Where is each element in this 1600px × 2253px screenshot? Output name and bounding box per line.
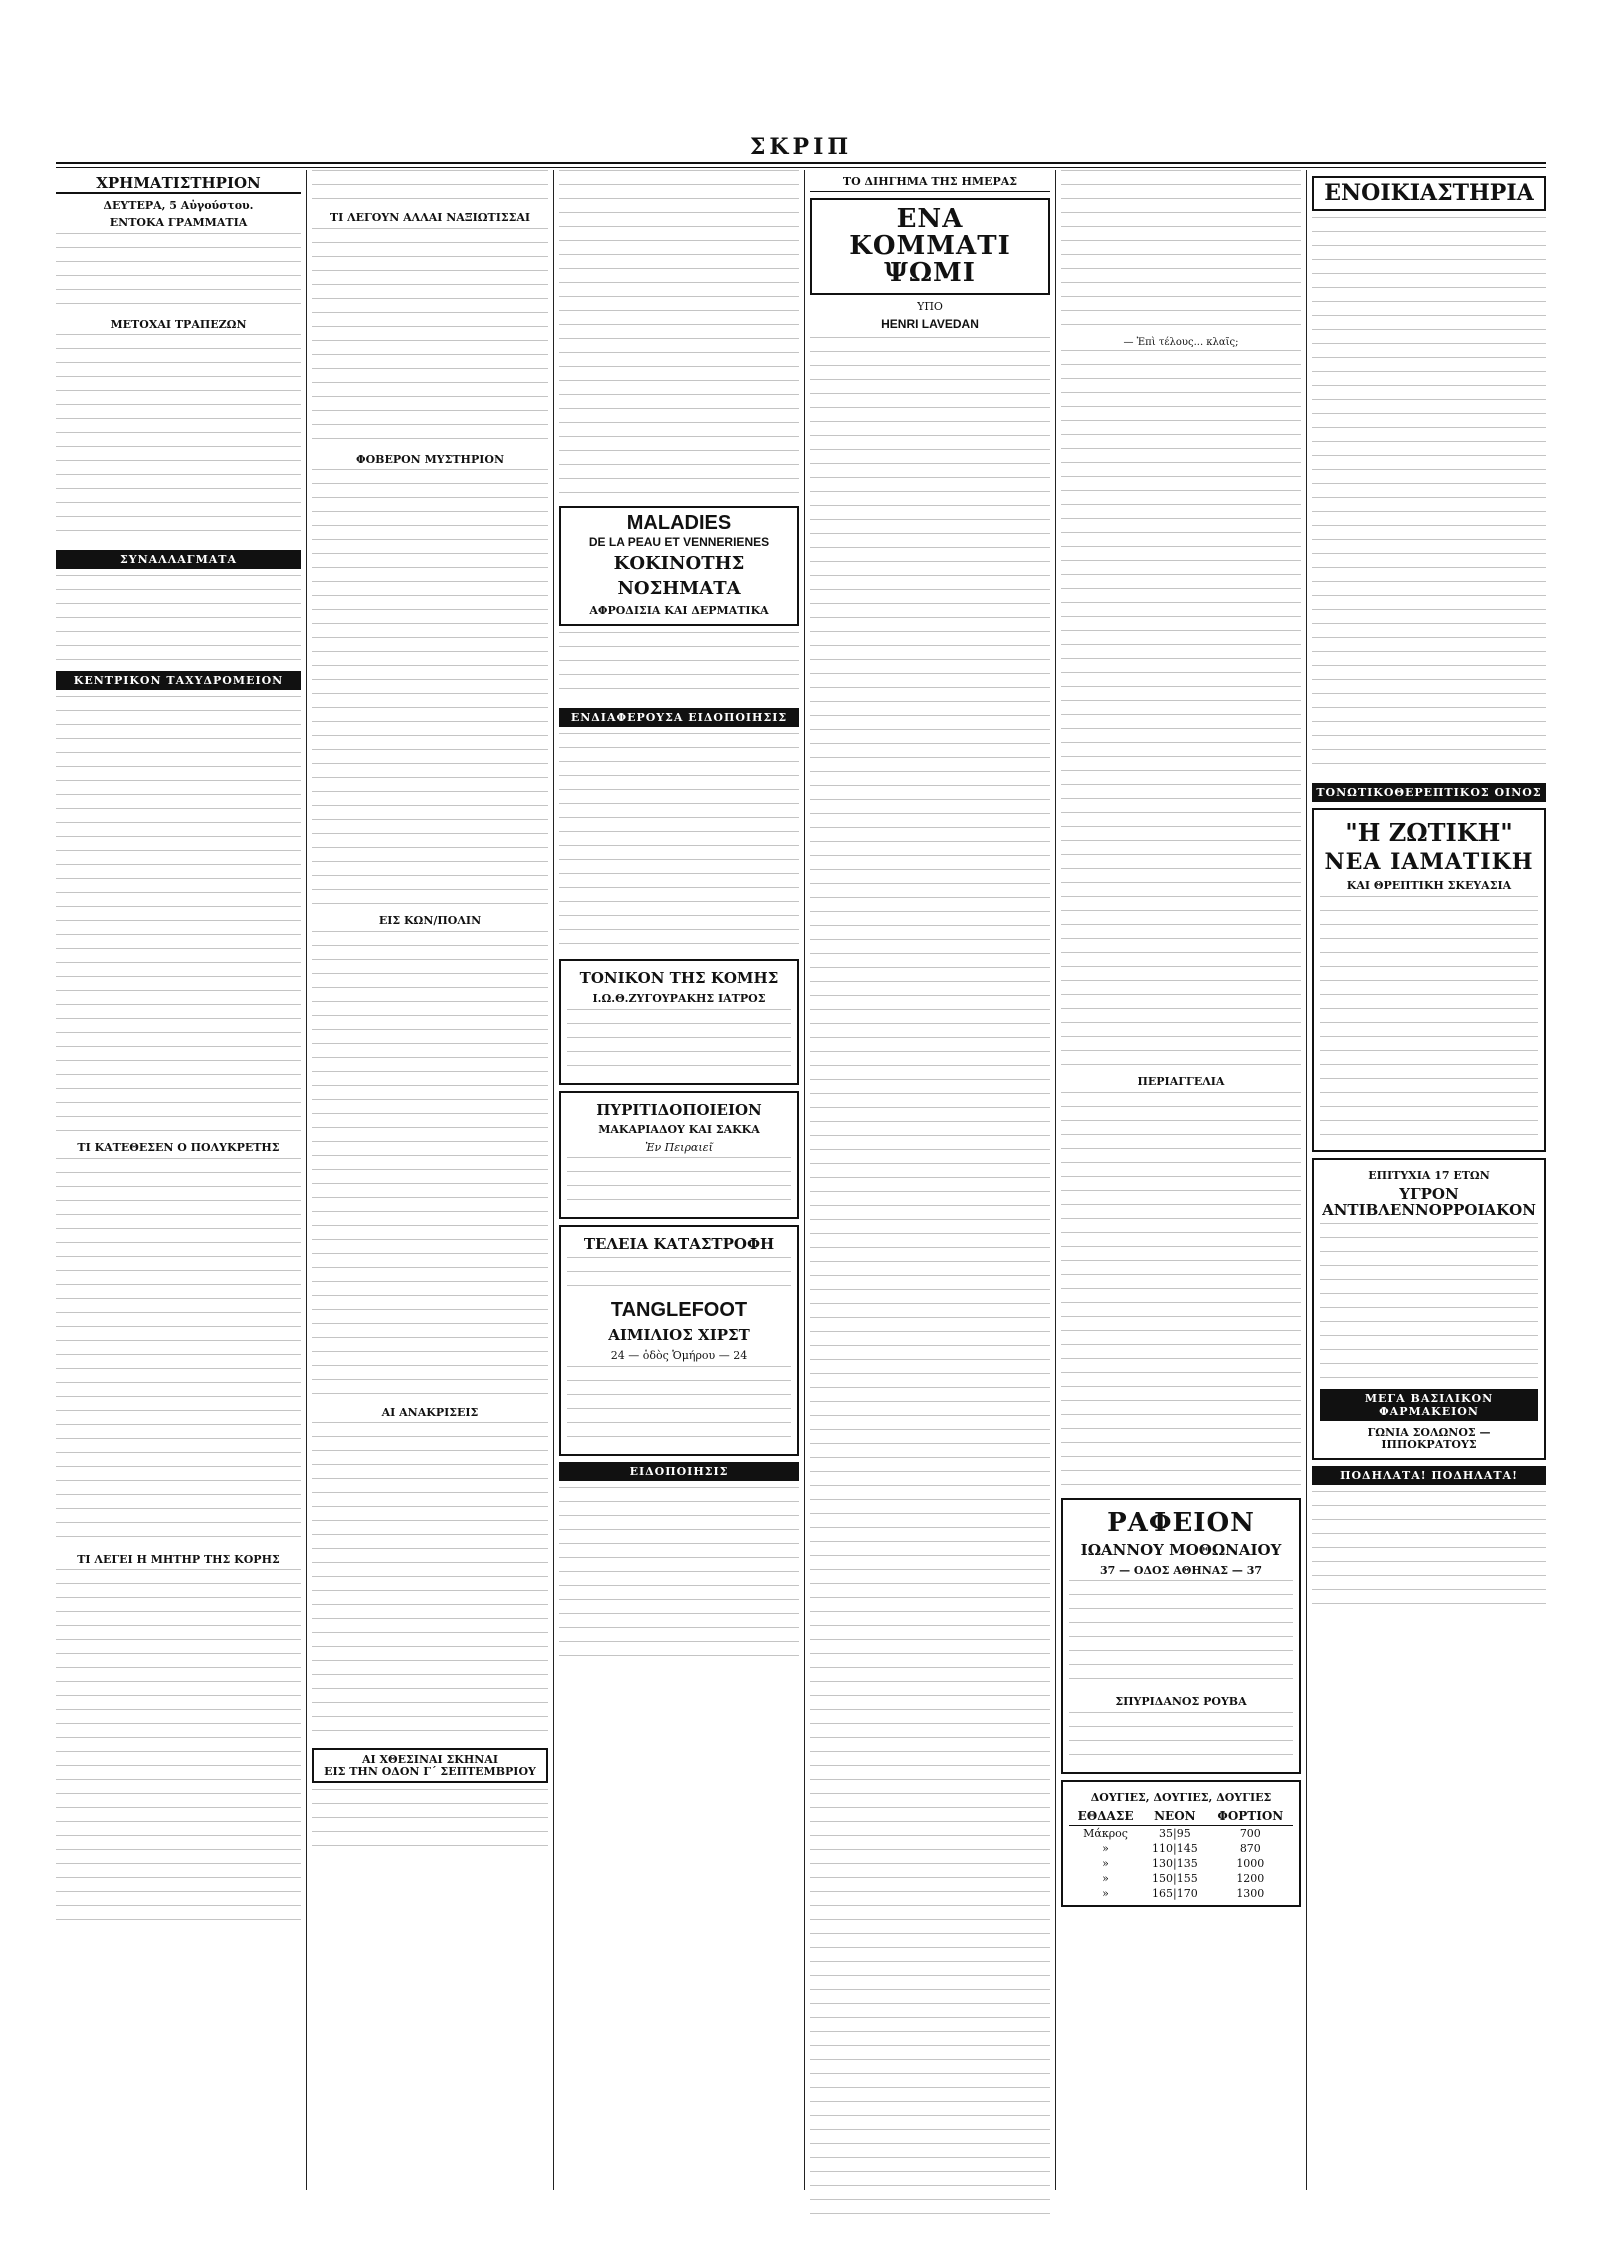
- story-continuation-line: — Ἐπὶ τέλους... κλαῖς;: [1123, 337, 1239, 348]
- text-block: [1312, 1491, 1546, 1611]
- section-heading: ΜΕΤΟΧΑΙ ΤΡΑΠΕΖΩΝ: [110, 317, 247, 331]
- advert-maladies: [559, 506, 799, 626]
- advert-subtitle: ΑΦΡΟΔΙΣΙΑ ΚΑΙ ΔΕΡΜΑΤΙΚΑ: [589, 603, 769, 617]
- text-block: [1320, 1223, 1538, 1383]
- newspaper-page: [56, 70, 1546, 2190]
- advert-tonic: [559, 959, 799, 1084]
- text-block: [1069, 1712, 1293, 1768]
- masthead: ΣΚΡΙΠ: [749, 134, 853, 160]
- text-block: [1061, 1092, 1301, 1492]
- advert-place: Ἐν Πειραιεῖ: [645, 1140, 713, 1154]
- stock-exchange-heading: ΧΡΗΜΑΤΙΣΤΗΡΙΟΝ: [56, 176, 301, 194]
- text-block: [567, 1009, 791, 1079]
- advert-agent: ΑΙΜΙΛΙΟΣ ΧΙΡΣΤ: [608, 1326, 750, 1345]
- section-heading: ΤΙ ΛΕΓΕΙ Η ΜΗΤΗΡ ΤΗΣ ΚΟΡΗΣ: [77, 1552, 280, 1566]
- section-subheading: ΕΙΣ ΤΗΝ ΟΔΟΝ Γ΄ ΣΕΠΤΕΜΒΡΙΟΥ: [324, 1764, 536, 1778]
- advert-tailor: [1061, 1498, 1301, 1774]
- advert-name: ΙΩΑΝΝΟΥ ΜΟΘΩΝΑΙΟΥ: [1080, 1540, 1282, 1559]
- text-block: [312, 228, 548, 448]
- story-kicker: ΤΟ ΔΙΗΓΗΜΑ ΤΗΣ ΗΜΕΡΑΣ: [810, 176, 1050, 192]
- story-author: HENRI LAVEDAN: [881, 316, 979, 331]
- table-cell: »: [1102, 1872, 1109, 1886]
- advert-showers: [1061, 1780, 1301, 1908]
- advert-address: ΓΩΝΙΑ ΣΟΛΩΝΟΣ — ΙΠΠΟΚΡΑΤΟΥΣ: [1367, 1425, 1491, 1451]
- section-banner: ΕΝΔΙΑΦΕΡΟΥΣΑ ΕΙΔΟΠΟΙΗΣΙΣ: [559, 708, 799, 727]
- advert-brand: "Η ΖΩΤΙΚΗ": [1345, 818, 1513, 848]
- advert-title: ΠΥΡΙΤΙΔΟΠΟΙΕΙΟΝ: [596, 1100, 762, 1119]
- advert-wine: [1312, 808, 1546, 1152]
- table-cell: 700: [1239, 1827, 1261, 1841]
- advert-tanglefoot: [559, 1225, 799, 1455]
- text-block: [559, 632, 799, 702]
- advert-title: MALADIES: [626, 512, 732, 534]
- table-cell: 130|135: [1152, 1857, 1198, 1871]
- text-block: [56, 696, 301, 1136]
- column-rule: [553, 170, 554, 2190]
- advert-address: 37 — ΟΔΟΣ ΑΘΗΝΑΣ — 37: [1099, 1563, 1263, 1577]
- table-cell: 110|145: [1152, 1842, 1198, 1856]
- advert-doctor: ΚΟΚΙΝΟΤΗΣ: [613, 553, 745, 574]
- table-cell: »: [1102, 1857, 1109, 1871]
- column-rule: [1306, 170, 1307, 2190]
- text-block: [559, 170, 799, 500]
- section-heading: ΑΙ ΑΝΑΚΡΙΣΕΙΣ: [381, 1405, 479, 1419]
- text-block: [1320, 896, 1538, 1146]
- section-heading: ΕΝΤΟΚΑ ΓΡΑΜΜΑΤΙΑ: [109, 216, 248, 230]
- table-cell: 165|170: [1152, 1887, 1198, 1901]
- text-block: [56, 1158, 301, 1548]
- section-heading: ΑΙ ΧΘΕΣΙΝΑΙ ΣΚΗΝΑΙ: [362, 1753, 498, 1767]
- price-table-heading: ΝΕΟΝ: [1142, 1807, 1208, 1826]
- column-6: [1312, 170, 1546, 2190]
- table-cell: 150|155: [1152, 1872, 1198, 1886]
- table-cell: Μάκρος: [1083, 1827, 1128, 1841]
- advert-address: 24 — ὁδὸς Ὁμήρου — 24: [610, 1348, 748, 1362]
- byline-prefix: ΥΠΟ: [917, 300, 943, 314]
- story-title-box: [810, 198, 1050, 296]
- table-row: [1069, 1856, 1293, 1871]
- text-block: [56, 575, 301, 665]
- section-banner: ΣΥΝΑΛΛΑΓΜΑΤΑ: [56, 550, 301, 569]
- masthead-rule: [56, 162, 1546, 168]
- table-row: [1069, 1841, 1293, 1856]
- text-block: [1061, 350, 1301, 1070]
- table-cell: »: [1102, 1842, 1109, 1856]
- column-rule: [1055, 170, 1056, 2190]
- section-banner: ΠΟΔΗΛΑΤΑ! ΠΟΔΗΛΑΤΑ!: [1312, 1466, 1546, 1485]
- advert-greek-title: ΝΟΣΗΜΑΤΑ: [617, 577, 741, 599]
- column-2: [312, 170, 548, 2190]
- exchange-date: ΔΕΥΤΕΡΑ, 5 Αὐγούστου.: [103, 198, 254, 212]
- text-block: [312, 931, 548, 1401]
- advert-banner: ΜΕΓΑ ΒΑΣΙΛΙΚΟΝ ΦΑΡΜΑΚΕΙΟΝ: [1320, 1389, 1538, 1421]
- text-block: [312, 1422, 548, 1742]
- advert-title: ΔΟΥΓΙΕΣ, ΔΟΥΓΙΕΣ, ΔΟΥΓΙΕΣ: [1090, 1790, 1272, 1804]
- section-banner: ΕΙΔΟΠΟΙΗΣΙΣ: [559, 1462, 799, 1481]
- price-table-heading: ΦΟΡΤΙΟΝ: [1208, 1807, 1293, 1826]
- section-heading: ΕΙΣ ΚΩΝ/ΠΟΛΙΝ: [378, 914, 482, 928]
- story-title: ΕΝΑ ΚΟΜΜΑΤΙ ΨΩΜΙ: [849, 203, 1011, 289]
- advert-pharmacy: [1312, 1158, 1546, 1460]
- price-table-body: [1069, 1826, 1293, 1902]
- advert-line: DE LA PEAU ET VENNERIENES: [588, 535, 770, 549]
- price-table-heading: ΕΘΔΑΣΕ: [1069, 1807, 1142, 1826]
- column-rule: [804, 170, 805, 2190]
- advert-title: ΤΕΛΕΙΑ ΚΑΤΑΣΤΡΟΦΗ: [583, 1235, 775, 1254]
- text-block: [1312, 217, 1546, 777]
- text-block: [559, 733, 799, 953]
- rentals-heading: ΕΝΟΙΚΙΑΣΤΗΡΙΑ: [1324, 180, 1534, 206]
- section-heading: ΦΟΒΕΡΟΝ ΜΥΣΤΗΡΙΟΝ: [355, 452, 505, 466]
- text-block: [56, 1569, 301, 1929]
- text-block: [559, 1487, 799, 1667]
- column-3: [559, 170, 799, 2190]
- text-block: [56, 334, 301, 544]
- advert-title: ΡΑΦΕΙΟΝ: [1107, 1507, 1255, 1538]
- text-block: [1069, 1580, 1293, 1690]
- text-block: [312, 469, 548, 909]
- table-cell: 35|95: [1159, 1827, 1191, 1841]
- advert-name: Ι.Ω.Θ.ΖΥΓΟΥΡΑΚΗΣ ΙΑΤΡΟΣ: [592, 992, 766, 1006]
- table-row: [1069, 1886, 1293, 1901]
- price-table-header: [1069, 1807, 1293, 1826]
- advert-kicker: ΕΠΙΤΥΧΙΑ 17 ΕΤΩΝ: [1368, 1168, 1490, 1182]
- text-block: [1061, 170, 1301, 336]
- section-box: [312, 1748, 548, 1783]
- advert-title: ΝΕΑ ΙΑΜΑΤΙΚΗ: [1324, 849, 1534, 876]
- advert-subtitle: ΜΑΚΑΡΙΑΔΟΥ ΚΑΙ ΣΑΚΚΑ: [598, 1123, 760, 1137]
- story-text: [810, 337, 1050, 2217]
- advert-title: ΥΓΡΟΝ ΑΝΤΙΒΛΕΝΝΟΡΡΟΙΑΚΟΝ: [1322, 1185, 1536, 1220]
- advert-subtitle: ΚΑΙ ΘΡΕΠΤΙΚΗ ΣΚΕΥΑΣΙΑ: [1346, 879, 1512, 893]
- column-rule: [306, 170, 307, 2190]
- text-block: [312, 170, 548, 206]
- table-cell: 1200: [1236, 1872, 1265, 1886]
- table-cell: 870: [1239, 1842, 1261, 1856]
- section-banner: ΤΟΝΩΤΙΚΟΘΕΡΕΠΤΙΚΟΣ ΟΙΝΟΣ: [1312, 783, 1546, 802]
- column-5: [1061, 170, 1301, 2190]
- column-4: [810, 170, 1050, 2190]
- section-banner: ΚΕΝΤΡΙΚΟΝ ΤΑΧΥΔΡΟΜΕΙΟΝ: [56, 671, 301, 690]
- table-cell: »: [1102, 1887, 1109, 1901]
- section-heading: ΠΕΡΙΑΓΓΕΛΙΑ: [1137, 1075, 1225, 1088]
- advert-title: ΤΟΝΙΚΟΝ ΤΗΣ ΚΟΜΗΣ: [579, 969, 779, 988]
- advert-owner: ΣΠΥΡΙΔΑΝΟΣ ΡΟΥΒΑ: [1115, 1695, 1247, 1709]
- price-table: [1069, 1807, 1293, 1901]
- column-1: [56, 170, 301, 2190]
- table-cell: 1300: [1236, 1887, 1265, 1901]
- table-row: [1069, 1871, 1293, 1886]
- text-block: [567, 1366, 791, 1450]
- advert-brand: TANGLEFOOT: [610, 1299, 748, 1322]
- text-block: [567, 1257, 791, 1299]
- section-heading: ΤΙ ΛΕΓΟΥΝ ΑΛΛΑΙ ΝΑΞΙΩΤΙΣΣΑΙ: [329, 211, 531, 224]
- text-block: [567, 1157, 791, 1213]
- advert-gunpowder: [559, 1091, 799, 1220]
- rentals-heading-box: [1312, 176, 1546, 211]
- table-row: [1069, 1826, 1293, 1842]
- table-cell: 1000: [1236, 1857, 1265, 1871]
- section-heading: ΤΙ ΚΑΤΕΘΕΣΕΝ Ο ΠΟΛΥΚΡΕΤΗΣ: [77, 1141, 280, 1155]
- text-block: [312, 1789, 548, 1849]
- text-block: [56, 233, 301, 313]
